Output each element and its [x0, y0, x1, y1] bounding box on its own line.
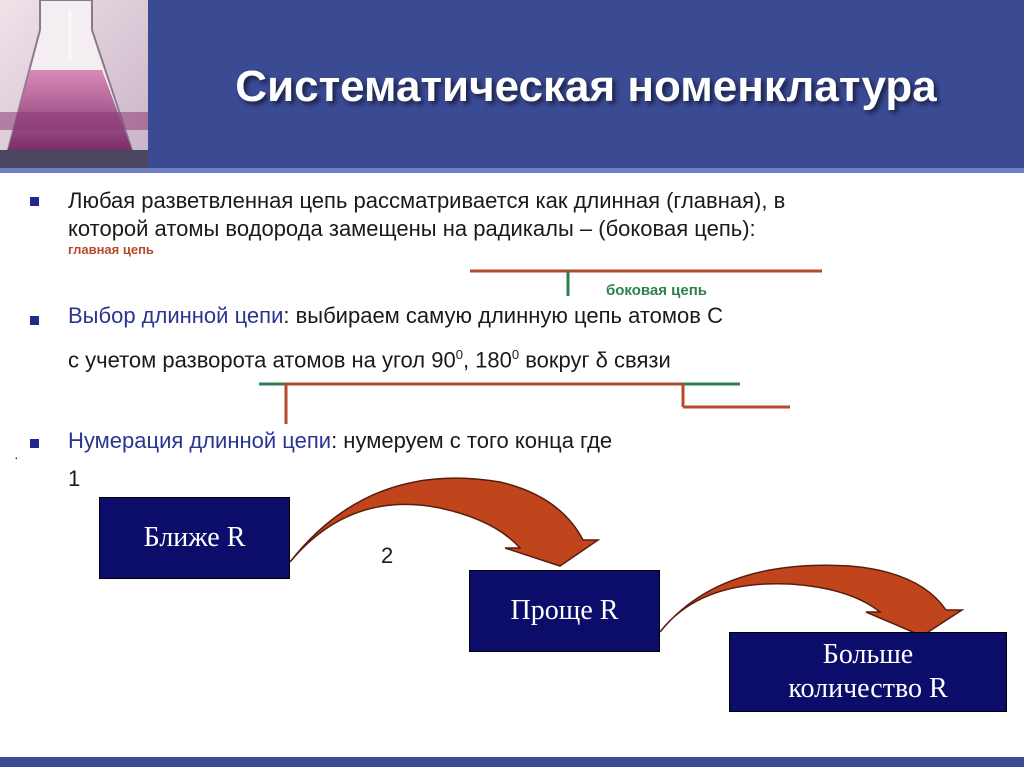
bullet2-line2-a: с учетом разворота атомов на угол 90 [68, 347, 456, 373]
step-number-2: 2 [381, 543, 394, 568]
bullet2-line2-c: вокруг δ связи [519, 347, 671, 373]
bullet2-rest: : выбираем самую длинную цепь атомов С [283, 303, 723, 328]
bullet2-sup1: 0 [455, 347, 463, 362]
box-simpler-r: Проще R [469, 570, 660, 652]
step-number-1: 1 [68, 466, 81, 491]
slide-title: Систематическая номенклатура [235, 62, 937, 111]
box-closer-r: Ближе R [99, 497, 290, 579]
bullet3-rest: : нумеруем с того конца где [331, 428, 613, 453]
curved-arrow-1 [290, 478, 598, 566]
box-more-r: Больше количество R [729, 632, 1007, 712]
bullet2-line2-b: , 180 [462, 347, 512, 373]
bullet2-sup2: 0 [511, 347, 520, 362]
bullet1-line2: которой атомы водорода замещены на радикалы – (боковая цепь): [68, 216, 756, 241]
side-chain-label: боковая цепь [606, 282, 708, 299]
bullet1-line1: Любая разветвленная цепь рассматривается как длинная (главная), в [68, 188, 786, 213]
curved-arrow-2 [660, 565, 962, 636]
bottom-bar [0, 757, 1024, 767]
bullet2-lead: Выбор длинной цепи [68, 303, 284, 328]
stray-dot: · [14, 449, 19, 465]
bullet3-lead: Нумерация длинной цепи [68, 428, 332, 453]
main-chain-label: главная цепь [68, 242, 154, 257]
